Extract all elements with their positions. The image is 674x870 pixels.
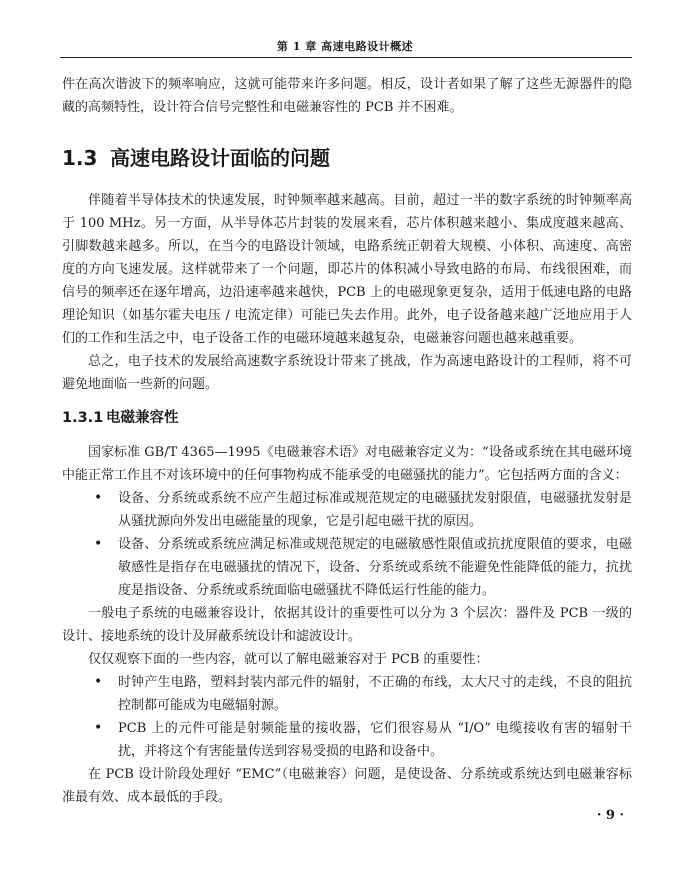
page-number: · 9 ·	[596, 808, 624, 823]
header-rule	[60, 57, 632, 58]
list-item: • 设备、分系统或系统不应产生超过标准或规范规定的电磁骚扰发射限值，电磁骚扰发射是从骚扰源向外发出电磁能量的现象，它是引起电磁干扰的原因。	[62, 487, 632, 533]
paragraph-observe: 仅仅观察下面的一些内容，就可以了解电磁兼容对于 PCB 的重要性：	[88, 652, 489, 667]
list-item: • 时钟产生电路，塑料封装内部元件的辐射，不正确的布线，太大尺寸的走线，不良的阻抗控制都可能成为电磁辐射源。	[62, 671, 632, 717]
paragraph-emc-definition: 国家标准 GB/T 4365—1995《电磁兼容术语》对电磁兼容定义为：“设备或系统在其电磁环境中能正常工作且不对该环境中的任何事物构成不能承受的电磁骚扰的能力”。它包括两方面的含义：	[62, 445, 632, 483]
emc-meaning-list	[62, 487, 632, 602]
paragraph-tech-development: 伴随着半导体技术的快速发展，时钟频率越来越高。目前，超过一半的数字系统的时钟频率高于 100 MHz。另一方面，从半导体芯片封装的发展来看，芯片体积越来越小、集成度越来越高、引脚数越来越多。所以，在当今的电路设计领域，电路系统正朝着大规模、小体积、高速度、高密度的方向飞速发展。这样就带来了一个问题，即芯片的体积减小导致电路的布局、布线很困难，而信号的频率还在逐年增高，边沿速率越来越快，PCB 上的电磁现象更复杂，适用于低速电路的电路理论知识（如基尔霍夫电压 / 电流定律）可能已失去作用。此外，电子设备越来越广泛地应用于人们的工作和生活之中，电子设备工作的电磁环境越来越复杂，电磁兼容问题也越来越重要。	[62, 193, 632, 346]
list-item: • 设备、分系统或系统应满足标准或规范规定的电磁敏感性限值或抗扰度限值的要求，电磁敏感性是指存在电磁骚扰的情况下，设备、分系统或系统不能避免性能降低的能力，抗扰度是指设备、分系统或系统面临电磁骚扰不降低运行性能的能力。	[62, 533, 632, 602]
section-title: 高速电路设计面临的问题	[110, 146, 330, 170]
running-header: 第 1 章 高速电路设计概述	[276, 40, 414, 53]
paragraph-design-levels: 一般电子系统的电磁兼容设计，依据其设计的重要性可以分为 3 个层次：器件及 PCB 一级的设计、接地系统的设计及屏蔽系统设计和滤波设计。	[62, 606, 632, 644]
subsection-title: 电磁兼容性	[106, 410, 179, 426]
list-item: • PCB 上的元件可能是射频能量的接收器，它们很容易从 “I/O” 电缆接收有害的辐射干扰，并将这个有害能量传送到容易受损的电路和设备中。	[62, 717, 632, 763]
section-number: 1.3	[62, 146, 98, 170]
intro-continuation-paragraph: 件在高次谐波下的频率响应，这就可能带来许多问题。相反，设计者如果了解了这些无源器件的隐藏的高频特性，设计符合信号完整性和电磁兼容性的 PCB 并不困难。	[62, 77, 632, 115]
paragraph-conclusion: 在 PCB 设计阶段处理好 “EMC”（电磁兼容）问题，是使设备、分系统或系统达到电磁兼容标准最有效、成本最低的手段。	[62, 767, 632, 805]
pcb-emc-list	[62, 671, 632, 763]
subsection-heading-1-3-1	[62, 407, 632, 429]
section-heading-1-3	[62, 145, 632, 171]
page-content	[62, 73, 632, 809]
subsection-number: 1.3.1	[62, 410, 104, 426]
paragraph-summary: 总之，电子技术的发展给高速数字系统设计带来了挑战，作为高速电路设计的工程师，将不可避免地面临一些新的问题。	[62, 354, 632, 392]
